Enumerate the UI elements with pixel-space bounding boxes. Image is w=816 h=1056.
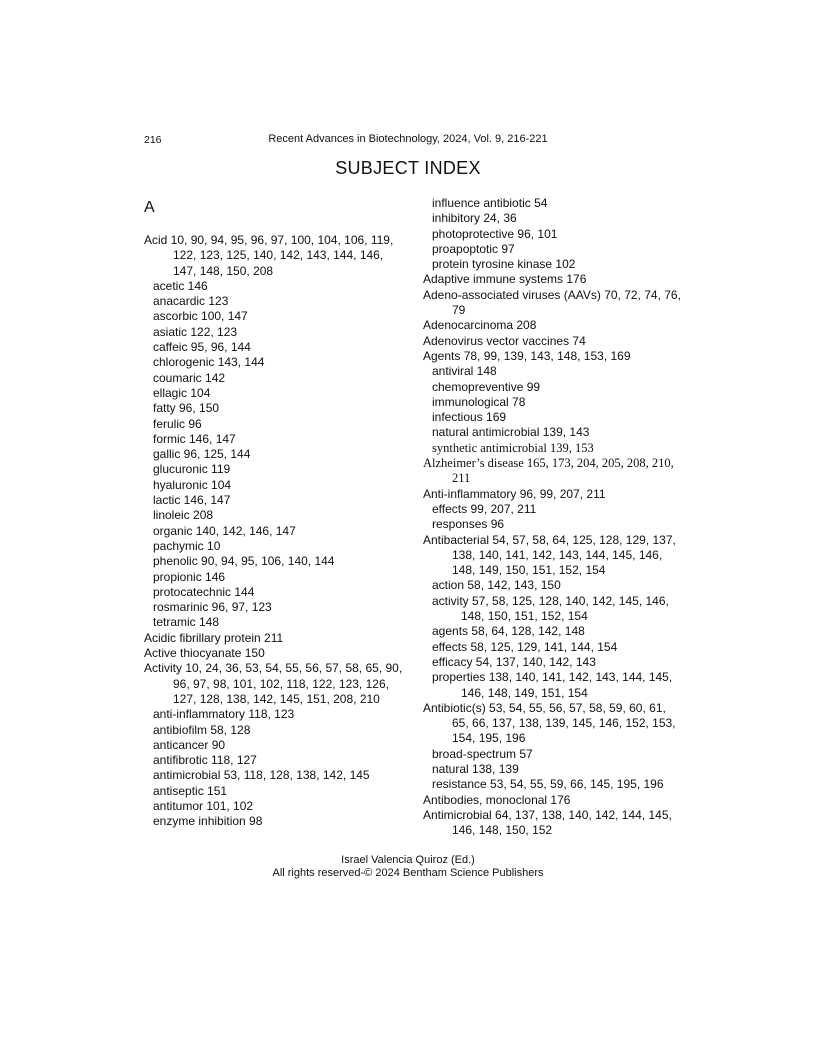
index-subentry: ferulic 96 bbox=[153, 416, 202, 431]
index-subentry: inhibitory 24, 36 bbox=[432, 211, 517, 226]
index-subentry: linoleic 208 bbox=[153, 508, 214, 523]
index-subentry: pachymic 10 bbox=[153, 538, 221, 553]
index-subentry: antitumor 101, 102 bbox=[153, 798, 254, 813]
index-subentry: anacardic 123 bbox=[153, 294, 229, 309]
index-subentry: fatty 96, 150 bbox=[153, 401, 220, 416]
index-subentry: antimicrobial 53, 118, 128, 138, 142, 145 bbox=[153, 768, 370, 783]
index-subentry: hyaluronic 104 bbox=[153, 477, 232, 492]
running-head: Recent Advances in Biotechnology, 2024, Vol. 9, 216-221 bbox=[268, 133, 548, 145]
index-subentry: acetic 146 bbox=[153, 278, 208, 293]
index-subentry: activity 57, 58, 125, 128, 140, 142, 145, 146, 148, 150, 151, 152, 154 bbox=[432, 593, 669, 624]
index-entry: Adenocarcinoma 208 bbox=[423, 318, 537, 333]
index-subentry: chlorogenic 143, 144 bbox=[153, 355, 265, 370]
index-subentry: antiseptic 151 bbox=[153, 783, 228, 798]
index-column-left bbox=[144, 196, 404, 830]
index-subentry: effects 99, 207, 211 bbox=[432, 501, 537, 516]
index-entry: Alzheimer’s disease 165, 173, 204, 205, 208, 210, 211 bbox=[423, 456, 674, 486]
index-subentry: propionic 146 bbox=[153, 569, 226, 584]
right-entry-list bbox=[423, 196, 683, 838]
index-subentry: natural 138, 139 bbox=[432, 761, 519, 776]
index-subentry: protocatechnic 144 bbox=[153, 584, 255, 599]
index-subentry: efficacy 54, 137, 140, 142, 143 bbox=[432, 654, 596, 669]
index-subentry: organic 140, 142, 146, 147 bbox=[153, 523, 296, 538]
index-subentry: enzyme inhibition 98 bbox=[153, 814, 263, 829]
index-subentry: rosmarinic 96, 97, 123 bbox=[153, 600, 272, 615]
index-column-right bbox=[423, 196, 683, 838]
index-subentry: tetramic 148 bbox=[153, 615, 220, 630]
index-entry: Adaptive immune systems 176 bbox=[423, 272, 587, 287]
index-entry: Antimicrobial 64, 137, 138, 140, 142, 144, 145, 146, 148, 150, 152 bbox=[423, 807, 672, 838]
index-subentry: asiatic 122, 123 bbox=[153, 324, 238, 339]
index-subentry: broad-spectrum 57 bbox=[432, 746, 533, 761]
index-subentry: antiviral 148 bbox=[432, 364, 497, 379]
left-entry-list bbox=[144, 233, 404, 830]
index-entry: Antibacterial 54, 57, 58, 64, 125, 128, 129, 137, 138, 140, 141, 142, 143, 144, 145, 146, 148, 149, 150, 151, 152, 154 bbox=[423, 532, 676, 578]
index-subentry: caffeic 95, 96, 144 bbox=[153, 340, 251, 355]
index-entry: Acidic fibrillary protein 211 bbox=[144, 630, 284, 645]
index-subentry: antifibrotic 118, 127 bbox=[153, 753, 257, 768]
page-title: SUBJECT INDEX bbox=[335, 158, 481, 178]
page-number: 216 bbox=[144, 134, 162, 146]
index-subentry: responses 96 bbox=[432, 517, 505, 532]
index-subentry: synthetic antimicrobial 139, 153 bbox=[432, 440, 594, 455]
index-subentry: phenolic 90, 94, 95, 106, 140, 144 bbox=[153, 554, 335, 569]
index-subentry: lactic 146, 147 bbox=[153, 493, 231, 508]
index-subentry: glucuronic 119 bbox=[153, 462, 231, 477]
index-subentry: action 58, 142, 143, 150 bbox=[432, 578, 561, 593]
index-subentry: agents 58, 64, 128, 142, 148 bbox=[432, 624, 585, 639]
index-subentry: proapoptotic 97 bbox=[432, 241, 515, 256]
index-entry: Active thiocyanate 150 bbox=[144, 646, 265, 661]
index-entry: Agents 78, 99, 139, 143, 148, 153, 169 bbox=[423, 348, 631, 363]
section-letter: A bbox=[144, 199, 155, 216]
index-entry: Activity 10, 24, 36, 53, 54, 55, 56, 57, 58, 65, 90, 96, 97, 98, 101, 102, 118, 122, 123, 126, 127, 128, 138, 142, 145, 151, 208, 210 bbox=[144, 661, 403, 706]
index-entry: Adeno-associated viruses (AAVs) 70, 72, 74, 76, 79 bbox=[423, 287, 681, 318]
index-subentry: influence antibiotic 54 bbox=[432, 196, 548, 210]
index-entry: Antibiotic(s) 53, 54, 55, 56, 57, 58, 59, 60, 61, 65, 66, 137, 138, 139, 145, 146, 152, 153, 154, 195, 196 bbox=[423, 700, 676, 746]
index-subentry: coumaric 142 bbox=[153, 370, 226, 385]
index-subentry: ellagic 104 bbox=[153, 385, 211, 400]
index-subentry: formic 146, 147 bbox=[153, 431, 236, 446]
index-entry: Adenovirus vector vaccines 74 bbox=[423, 333, 586, 348]
index-subentry: immunological 78 bbox=[432, 394, 526, 409]
index-subentry: ascorbic 100, 147 bbox=[153, 309, 248, 324]
index-subentry: protein tyrosine kinase 102 bbox=[432, 257, 576, 272]
index-subentry: properties 138, 140, 141, 142, 143, 144, 145, 146, 148, 149, 151, 154 bbox=[432, 670, 673, 700]
index-entry: Anti-inflammatory 96, 99, 207, 211 bbox=[423, 486, 606, 501]
index-entry: Antibodies, monoclonal 176 bbox=[423, 792, 571, 807]
index-subentry: gallic 96, 125, 144 bbox=[153, 447, 251, 462]
index-entry: Acid 10, 90, 94, 95, 96, 97, 100, 104, 106, 119, 122, 123, 125, 140, 142, 143, 144, 146, 147, 148, 150, 208 bbox=[144, 233, 394, 278]
index-subentry: effects 58, 125, 129, 141, 144, 154 bbox=[432, 639, 618, 654]
index-subentry: resistance 53, 54, 55, 59, 66, 145, 195, 196 bbox=[432, 777, 664, 792]
index-subentry: antibiofilm 58, 128 bbox=[153, 722, 251, 737]
index-subentry: anticancer 90 bbox=[153, 737, 226, 752]
index-subentry: natural antimicrobial 139, 143 bbox=[432, 425, 590, 440]
index-subentry: anti-inflammatory 118, 123 bbox=[153, 707, 295, 722]
footer-editor: Israel Valencia Quiroz (Ed.) bbox=[341, 854, 475, 866]
index-subentry: photoprotective 96, 101 bbox=[432, 226, 558, 241]
index-subentry: chemopreventive 99 bbox=[432, 379, 541, 394]
footer-copyright: All rights reserved-© 2024 Bentham Science Publishers bbox=[272, 867, 544, 879]
index-subentry: infectious 169 bbox=[432, 410, 507, 425]
